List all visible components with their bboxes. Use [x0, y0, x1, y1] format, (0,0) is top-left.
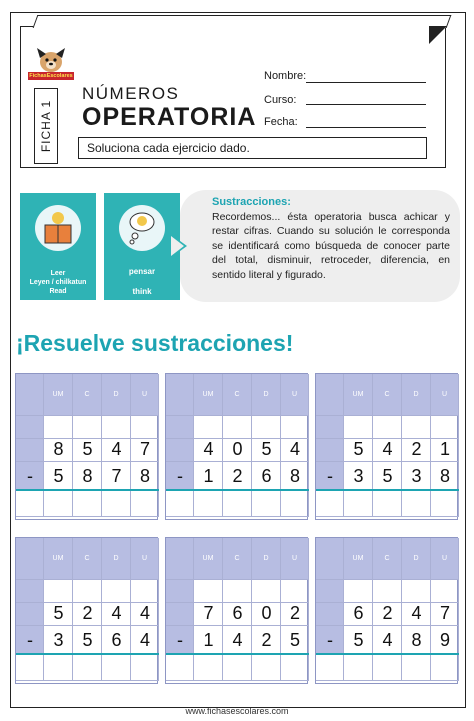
- minus-sign: -: [327, 466, 333, 486]
- result-line: [166, 489, 309, 491]
- column-header-cell: [16, 374, 44, 416]
- grid-cell: [16, 580, 44, 603]
- date-field-label: Fecha:: [264, 116, 298, 128]
- subtrahend-digit: 4: [139, 630, 150, 650]
- column-header-cell: UM: [344, 538, 373, 580]
- column-header-cell: D: [102, 538, 131, 580]
- grid-cell: [194, 416, 223, 439]
- ficha-label: FICHA 1: [39, 99, 54, 153]
- grid-cell[interactable]: [102, 654, 131, 681]
- subtrahend-digit: 2: [232, 466, 243, 486]
- subtrahend-digit: 4: [382, 630, 393, 650]
- grid-cell: [194, 580, 223, 603]
- subtrahend-digit: 5: [353, 630, 364, 650]
- column-header-cell: D: [252, 374, 281, 416]
- minus-sign: -: [327, 630, 333, 650]
- subtrahend-digit: 8: [289, 466, 300, 486]
- column-header-cell: U: [281, 374, 309, 416]
- minuend-digit: 6: [232, 603, 243, 623]
- subtraction-grid: [15, 373, 158, 520]
- grid-cell[interactable]: [402, 490, 431, 517]
- grid-cell: [402, 416, 431, 439]
- grid-cell: [166, 603, 194, 626]
- minuend-digit: 5: [53, 603, 64, 623]
- subtrahend-digit: 3: [353, 466, 364, 486]
- minuend-digit: 2: [289, 603, 300, 623]
- read-card-label-english: Read: [49, 288, 67, 295]
- subtrahend-digit: 8: [139, 466, 150, 486]
- result-line: [316, 653, 459, 655]
- column-header-cell: U: [131, 538, 159, 580]
- column-header-cell: UM: [44, 374, 73, 416]
- grid-cell[interactable]: [431, 490, 459, 517]
- minus-sign: -: [177, 630, 183, 650]
- minuend-digit: 4: [411, 603, 422, 623]
- minuend-digit: 6: [353, 603, 364, 623]
- minus-sign: -: [27, 466, 33, 486]
- grid-cell: [281, 416, 309, 439]
- minuend-digit: 7: [203, 603, 214, 623]
- minuend-digit: 7: [139, 439, 150, 459]
- grid-cell[interactable]: [373, 490, 402, 517]
- grid-cell: [16, 439, 44, 462]
- column-header-cell: C: [73, 374, 102, 416]
- date-field-line[interactable]: [306, 127, 426, 128]
- minus-sign: -: [177, 466, 183, 486]
- result-line: [316, 489, 459, 491]
- grid-cell: [131, 416, 159, 439]
- grid-cell[interactable]: [102, 490, 131, 517]
- read-card-label-mapudungun: Leyen / chilkatun: [29, 279, 87, 286]
- minuend-digit: 4: [139, 603, 150, 623]
- minuend-digit: 5: [82, 439, 93, 459]
- footer-url: www.fichasescolares.com: [185, 706, 289, 716]
- grid-cell: [102, 580, 131, 603]
- column-header-cell: [166, 538, 194, 580]
- logo-wordmark: FichasEscolares: [29, 73, 73, 79]
- grid-cell: [373, 580, 402, 603]
- subtraction-grid: [315, 373, 458, 520]
- grid-cell: [44, 580, 73, 603]
- thinking-lightbulb-icon: [123, 209, 161, 247]
- minuend-digit: 2: [82, 603, 93, 623]
- grid-cell: [316, 654, 344, 681]
- grid-cell[interactable]: [344, 654, 373, 681]
- grid-cell: [344, 416, 373, 439]
- subtrahend-digit: 5: [289, 630, 300, 650]
- subject-heading: NÚMEROS: [82, 84, 180, 103]
- grid-cell: [166, 580, 194, 603]
- grid-cell[interactable]: [194, 490, 223, 517]
- result-line: [16, 489, 159, 491]
- subtrahend-digit: 5: [382, 466, 393, 486]
- think-card-label: pensar: [128, 267, 156, 276]
- column-header-cell: UM: [44, 538, 73, 580]
- result-line: [166, 653, 309, 655]
- minuend-digit: 4: [203, 439, 214, 459]
- section-title: ¡Resuelve sustracciones!: [16, 330, 294, 356]
- subtrahend-digit: 8: [439, 466, 450, 486]
- grid-cell: [281, 580, 309, 603]
- instruction-box: Soluciona cada ejercicio dado.: [78, 137, 427, 159]
- grid-cell: [431, 416, 459, 439]
- minuend-digit: 4: [289, 439, 300, 459]
- grid-cell: [16, 416, 44, 439]
- subtrahend-digit: 4: [232, 630, 243, 650]
- grid-cell: [373, 416, 402, 439]
- column-header-cell: U: [131, 374, 159, 416]
- minus-sign: -: [27, 630, 33, 650]
- column-header-cell: UM: [194, 374, 223, 416]
- subtrahend-digit: 3: [411, 466, 422, 486]
- minuend-digit: 0: [261, 603, 272, 623]
- column-header-cell: D: [402, 374, 431, 416]
- grid-cell: [166, 654, 194, 681]
- minuend-digit: 2: [411, 439, 422, 459]
- minuend-digit: 5: [353, 439, 364, 459]
- minuend-digit: 4: [382, 439, 393, 459]
- read-card: [20, 193, 96, 300]
- grid-cell[interactable]: [252, 490, 281, 517]
- subtrahend-digit: 8: [411, 630, 422, 650]
- grid-cell: [73, 580, 102, 603]
- grid-cell[interactable]: [44, 490, 73, 517]
- grid-cell: [16, 490, 44, 517]
- column-header-cell: U: [281, 538, 309, 580]
- grid-cell: [402, 580, 431, 603]
- subtrahend-digit: 9: [439, 630, 450, 650]
- minuend-digit: 5: [261, 439, 272, 459]
- column-header-cell: C: [73, 538, 102, 580]
- minuend-digit: 2: [382, 603, 393, 623]
- column-header-cell: C: [223, 374, 252, 416]
- grid-cell[interactable]: [73, 654, 102, 681]
- grid-cell: [166, 439, 194, 462]
- page-corner-fold: [429, 26, 447, 44]
- minuend-digit: 4: [111, 603, 122, 623]
- grid-cell: [431, 580, 459, 603]
- subtrahend-digit: 1: [203, 466, 214, 486]
- subtraction-grid: [165, 537, 308, 684]
- subtraction-grid: [165, 373, 308, 520]
- result-line: [16, 653, 159, 655]
- name-field-label: Nombre:: [264, 70, 307, 82]
- column-header-cell: C: [223, 538, 252, 580]
- subtrahend-digit: 6: [261, 466, 272, 486]
- grid-cell[interactable]: [431, 654, 459, 681]
- grid-cell: [166, 490, 194, 517]
- grid-cell: [131, 580, 159, 603]
- minuend-digit: 4: [111, 439, 122, 459]
- think-card-label-english: think: [132, 287, 152, 296]
- grid-cell: [344, 580, 373, 603]
- column-header-cell: U: [431, 374, 459, 416]
- ficha-label-box: [34, 88, 58, 164]
- column-header-cell: UM: [194, 538, 223, 580]
- grid-cell: [316, 439, 344, 462]
- grid-cell[interactable]: [194, 654, 223, 681]
- column-header-cell: D: [402, 538, 431, 580]
- subtrahend-digit: 6: [111, 630, 122, 650]
- grid-cell: [44, 416, 73, 439]
- grid-cell: [316, 490, 344, 517]
- minuend-digit: 7: [439, 603, 450, 623]
- grid-cell[interactable]: [73, 490, 102, 517]
- reading-book-icon: [39, 209, 77, 247]
- column-header-cell: D: [252, 538, 281, 580]
- subtrahend-digit: 8: [82, 466, 93, 486]
- grid-cell: [223, 416, 252, 439]
- grid-cell: [16, 654, 44, 681]
- grid-cell[interactable]: [344, 490, 373, 517]
- name-field-line[interactable]: [306, 82, 426, 83]
- column-header-cell: [316, 374, 344, 416]
- column-header-cell: [166, 374, 194, 416]
- grid-cell: [316, 416, 344, 439]
- grid-cell: [252, 580, 281, 603]
- minuend-digit: 1: [439, 439, 450, 459]
- grid-cell[interactable]: [223, 654, 252, 681]
- grid-cell: [16, 603, 44, 626]
- grid-cell[interactable]: [281, 654, 309, 681]
- course-field-label: Curso:: [264, 94, 297, 106]
- grid-cell[interactable]: [402, 654, 431, 681]
- column-header-cell: [316, 538, 344, 580]
- grid-cell: [316, 580, 344, 603]
- grid-cell[interactable]: [281, 490, 309, 517]
- grid-cell: [252, 416, 281, 439]
- grid-cell: [316, 603, 344, 626]
- column-header-cell: C: [373, 374, 402, 416]
- grid-cell[interactable]: [252, 654, 281, 681]
- page-title: OPERATORIA: [82, 103, 257, 131]
- course-field-line[interactable]: [306, 104, 426, 105]
- minuend-digit: 8: [53, 439, 64, 459]
- subtraction-grid: [315, 537, 458, 684]
- grid-cell: [166, 416, 194, 439]
- read-card-label: Leer: [50, 270, 66, 277]
- grid-cell[interactable]: [223, 490, 252, 517]
- subtrahend-digit: 5: [82, 630, 93, 650]
- info-text: Recordemos... ésta operatoria busca achicar y restar cifras. Cuando su solución le corresponda se identificará como búsqueda de conocer parte del total, disminuir, retroceder, diferencia, en sentido literal y figurado.: [212, 211, 450, 281]
- grid-cell: [102, 416, 131, 439]
- column-header-cell: D: [102, 374, 131, 416]
- column-header-cell: C: [373, 538, 402, 580]
- subtrahend-digit: 7: [111, 466, 122, 486]
- info-title: Sustracciones:: [212, 196, 291, 208]
- grid-cell: [73, 416, 102, 439]
- minuend-digit: 0: [232, 439, 243, 459]
- column-header-cell: [16, 538, 44, 580]
- subtrahend-digit: 3: [53, 630, 64, 650]
- info-bubble-arrow-inner: [171, 236, 184, 256]
- subtraction-grid: [15, 537, 158, 684]
- subtrahend-digit: 1: [203, 630, 214, 650]
- grid-cell[interactable]: [373, 654, 402, 681]
- grid-cell: [223, 580, 252, 603]
- subtrahend-digit: 5: [53, 466, 64, 486]
- grid-cell[interactable]: [44, 654, 73, 681]
- grid-cell[interactable]: [131, 490, 159, 517]
- column-header-cell: UM: [344, 374, 373, 416]
- subtrahend-digit: 2: [261, 630, 272, 650]
- column-header-cell: U: [431, 538, 459, 580]
- grid-cell[interactable]: [131, 654, 159, 681]
